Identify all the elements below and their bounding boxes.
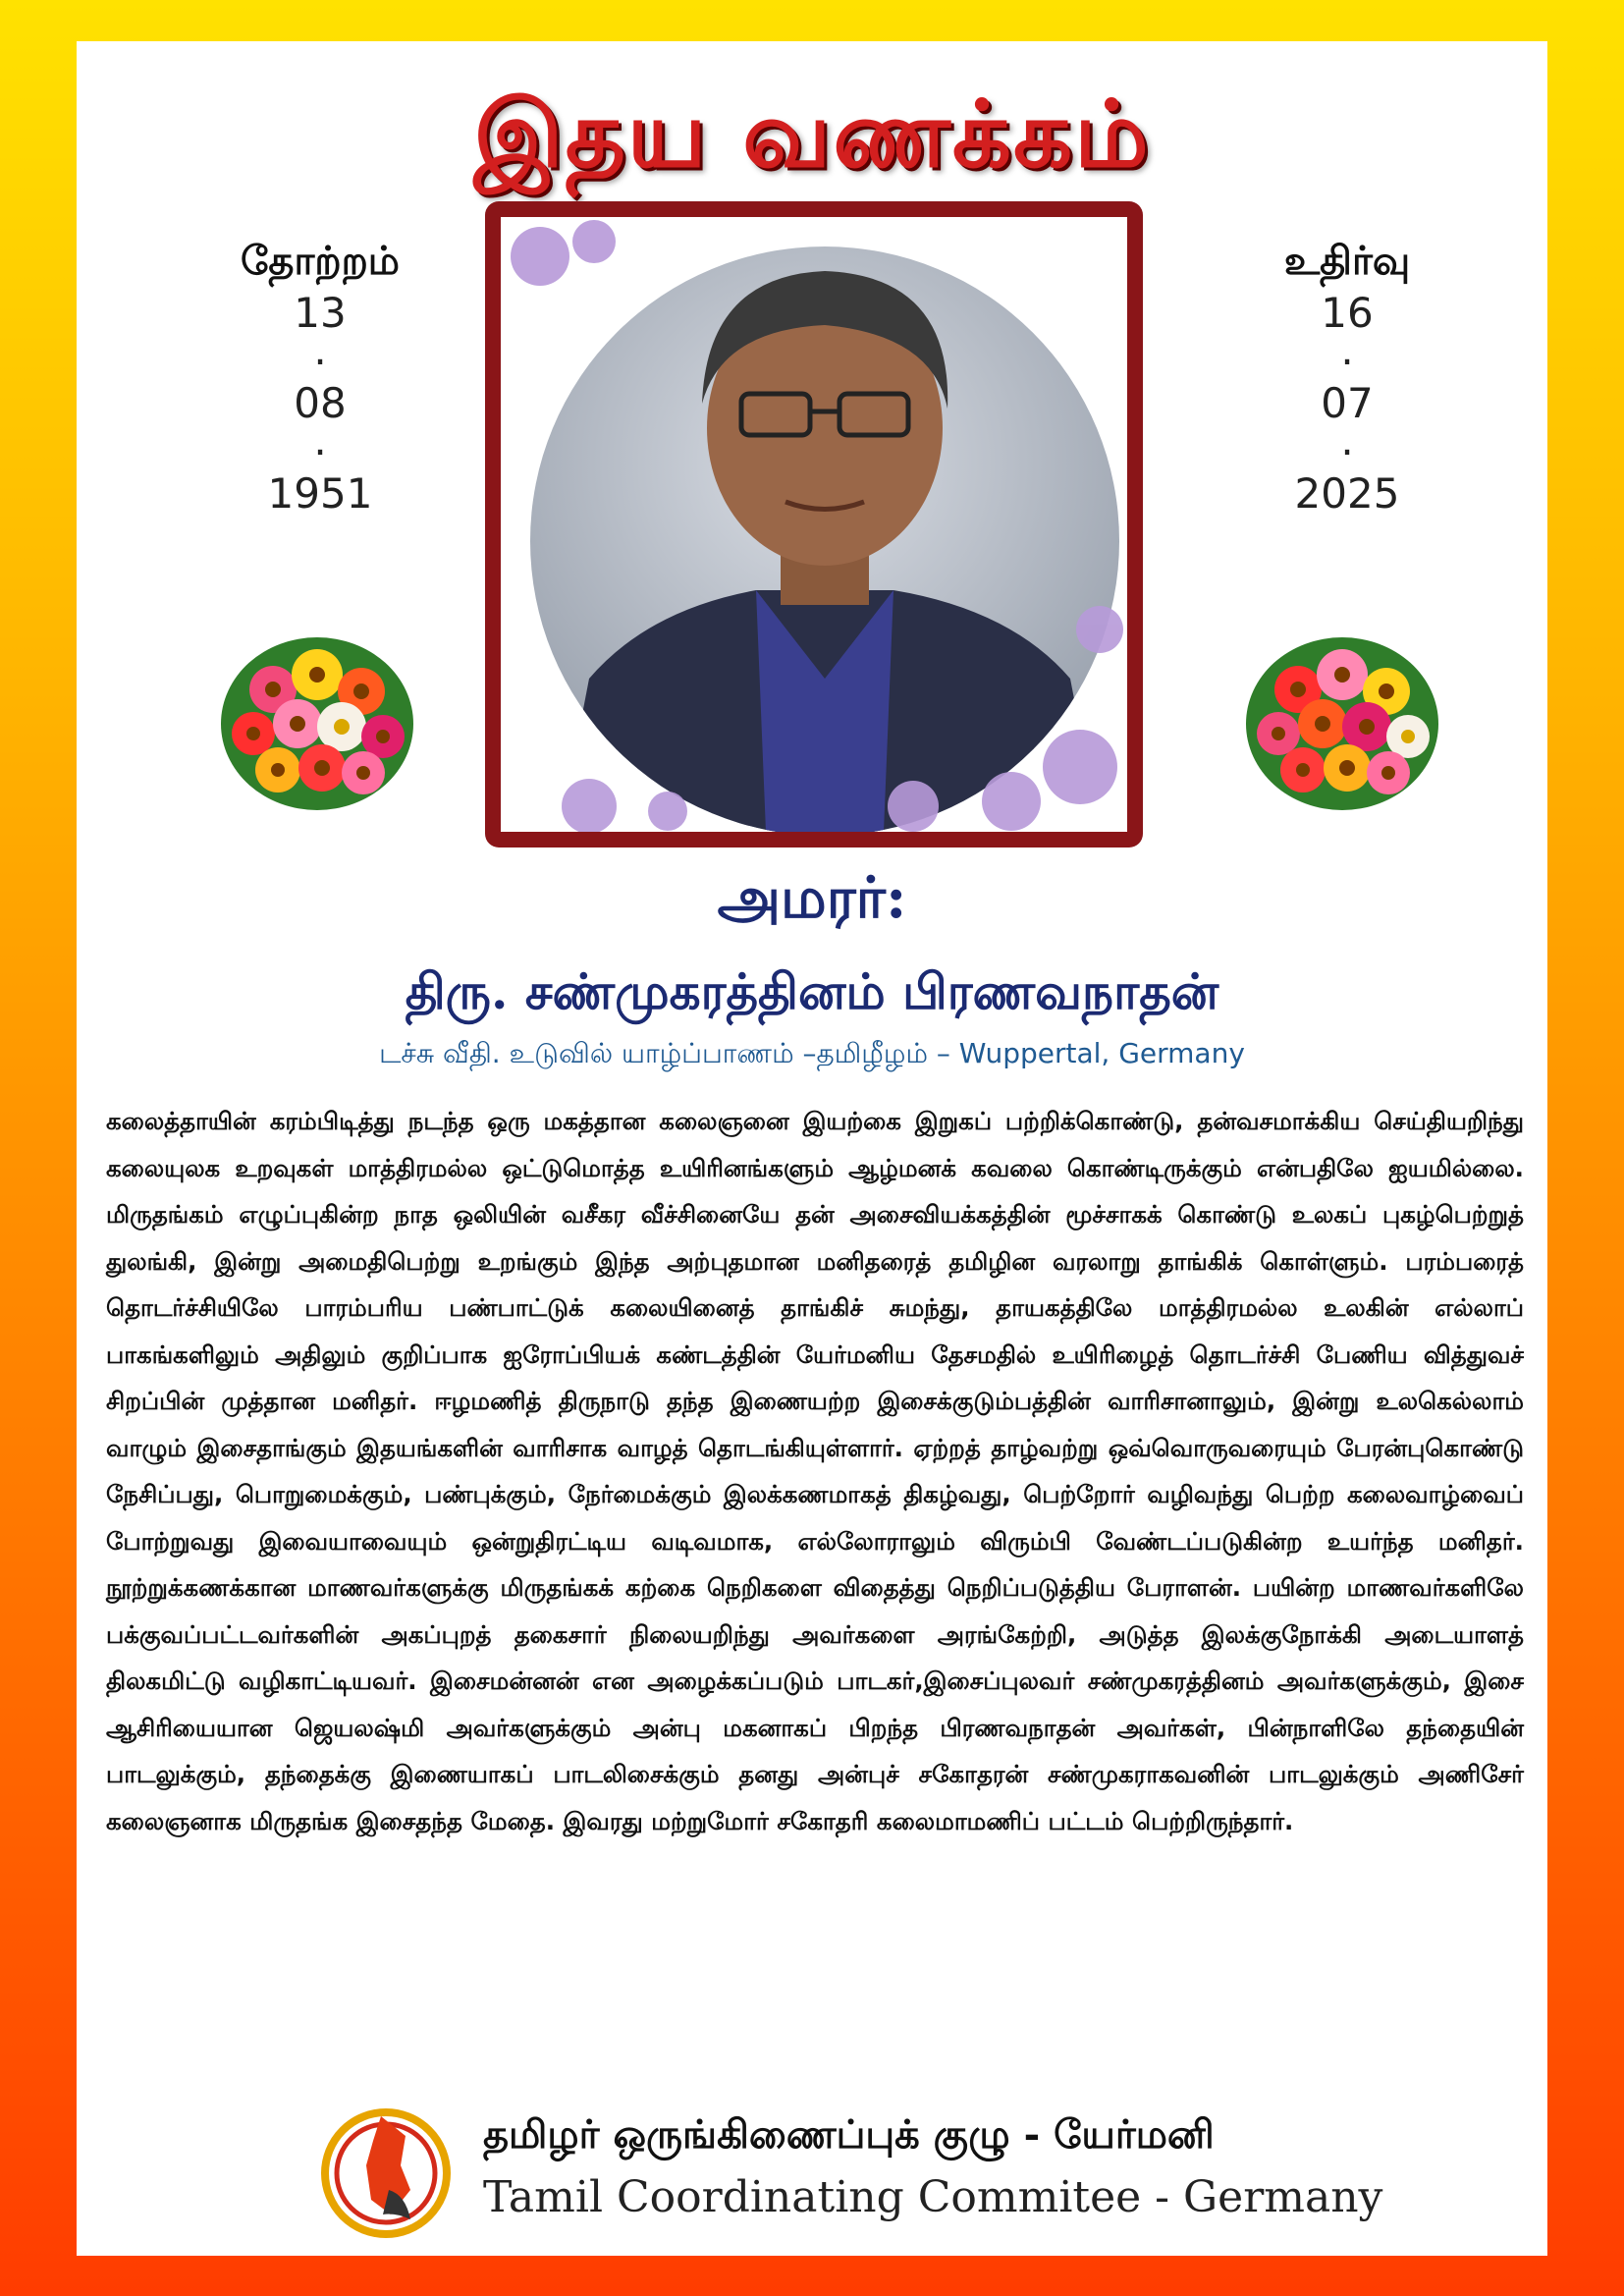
organization-english: Tamil Coordinating Commitee - Germany	[483, 2172, 1383, 2222]
date-separator: .	[1340, 326, 1354, 374]
organization-tamil: தமிழர் ஒருங்கிணைப்புக் குழு - யேர்மனி	[483, 2111, 1215, 2158]
date-separator: .	[313, 326, 327, 374]
tcc-logo-icon	[312, 2097, 460, 2244]
address-line: டச்சு வீதி. உடுவில் யாழ்ப்பாணம் –தமிழீழம் – Wuppertal, Germany	[379, 1037, 1245, 1069]
date-separator: .	[1340, 416, 1354, 465]
flower-bouquet-icon	[1239, 621, 1445, 817]
portrait-illustration	[501, 217, 1127, 832]
death-month: 07	[1321, 379, 1374, 427]
death-day: 16	[1321, 289, 1374, 337]
birth-label: தோற்றம்	[241, 238, 400, 284]
date-separator: .	[313, 416, 327, 465]
page-title: இதய வணக்கம்	[473, 81, 1151, 189]
death-date-column	[1219, 232, 1475, 517]
death-label: உதிர்வு	[1283, 238, 1411, 284]
amarar-label: அமரர்:	[717, 864, 907, 931]
birth-day: 13	[294, 289, 347, 337]
birth-year: 1951	[267, 469, 373, 518]
death-year: 2025	[1294, 469, 1400, 518]
birth-date-column	[192, 232, 448, 517]
birth-month: 08	[294, 379, 347, 427]
portrait-photo	[501, 217, 1127, 832]
deceased-name: திரு. சண்முகரத்தினம் பிரணவநாதன்	[405, 962, 1219, 1020]
portrait-frame	[485, 201, 1143, 847]
tribute-text: கலைத்தாயின் கரம்பிடித்து நடந்த ஒரு மகத்தான கலைஞனை இயற்கை இறுகப் பற்றிக்கொண்டு, தன்வசமாக்கிய செய்தியறிந்து கலையுலக உறவுகள் மாத்திரமல்ல ஒட்டுமொத்த உயிரினங்களும் ஆழ்மனக் கவலை கொண்டிருக்கும் என்பதிலே ஐயமில்லை. மிருதங்கம் எழுப்புகின்ற நாத ஒலியின் வசீகர வீச்சினையே தன் அசைவியக்கத்தின் மூச்சாகக் கொண்டு உலகப் புகழ்பெற்றுத் துலங்கி, இன்று அமைதிபெற்று உறங்கும் இந்த அற்புதமான மனிதரைத் தமிழின வரலாறு தாங்கிக் கொள்ளும். பரம்பரைத் தொடர்ச்சியிலே பாரம்பரிய பண்பாட்டுக் கலையினைத் தாங்கிச் சுமந்து, தாயகத்திலே மாத்திரமல்ல உலகின் எல்லாப் பாகங்களிலும் அதிலும் குறிப்பாக ஐரோப்பியக் கண்டத்தின் யேர்மனிய தேசமதில் உயிரிழைத் தொடர்ச்சி பேணிய வித்துவச் சிறப்பின் முத்தான மனிதர். ஈழமணித் திருநாடு தந்த இணையற்ற இசைக்குடும்பத்தின் வாரிசானாலும், இன்று உலகெல்லாம் வாழும் இசைதாங்கும் இதயங்களின் வாரிசாக வாழத் தொடங்கியுள்ளார். ஏற்றத் தாழ்வற்று ஒவ்வொருவரையும் பேரன்புகொண்டு நேசிப்பது, பொறுமைக்கும், பண்புக்கும், நேர்மைக்கும் இலக்கணமாகத் திகழ்வது, பெற்றோர் வழிவந்து பெற்ற கலைவாழ்வைப் போற்றுவது இவையாவையும் ஒன்றுதிரட்டிய வடிவமாக, எல்லோராலும் விரும்பி வேண்டப்படுகின்ற உயர்ந்த மனிதர். நூற்றுக்கணக்கான மாணவர்களுக்கு மிருதங்கக் கற்கை நெறிகளை விதைத்து நெறிப்படுத்திய பேராளன். பயின்ற மாணவர்களிலே பக்குவப்பட்டவர்களின் அகப்புறத் தகைசார் நிலையறிந்து அவர்களை அரங்கேற்றி, அடுத்த இலக்குநோக்கி அடையாளத் திலகமிட்டு வழிகாட்டியவர். இசைமன்னன் என அழைக்கப்படும் பாடகர்,இசைப்புலவர் சண்முகரத்தினம் அவர்களுக்கும், இசை ஆசிரியையான ஜெயலஷ்மி அவர்களுக்கும் அன்பு மகனாகப் பிறந்த பிரணவநாதன் அவர்கள், பின்நாளிலே தந்தையின் பாடலுக்கும், தந்தைக்கு இணையாகப் பாடலிசைக்கும் தனது அன்புச் சகோதரன் சண்முகராகவனின் பாடலுக்கும் அணிசேர் கலைஞனாக மிருதங்க இசைதந்த மேதை. இவரது மற்றுமோர் சகோதரி கலைமாமணிப் பட்டம் பெற்றிருந்தார்.	[106, 1107, 1524, 1835]
flower-bouquet-icon	[214, 621, 420, 817]
